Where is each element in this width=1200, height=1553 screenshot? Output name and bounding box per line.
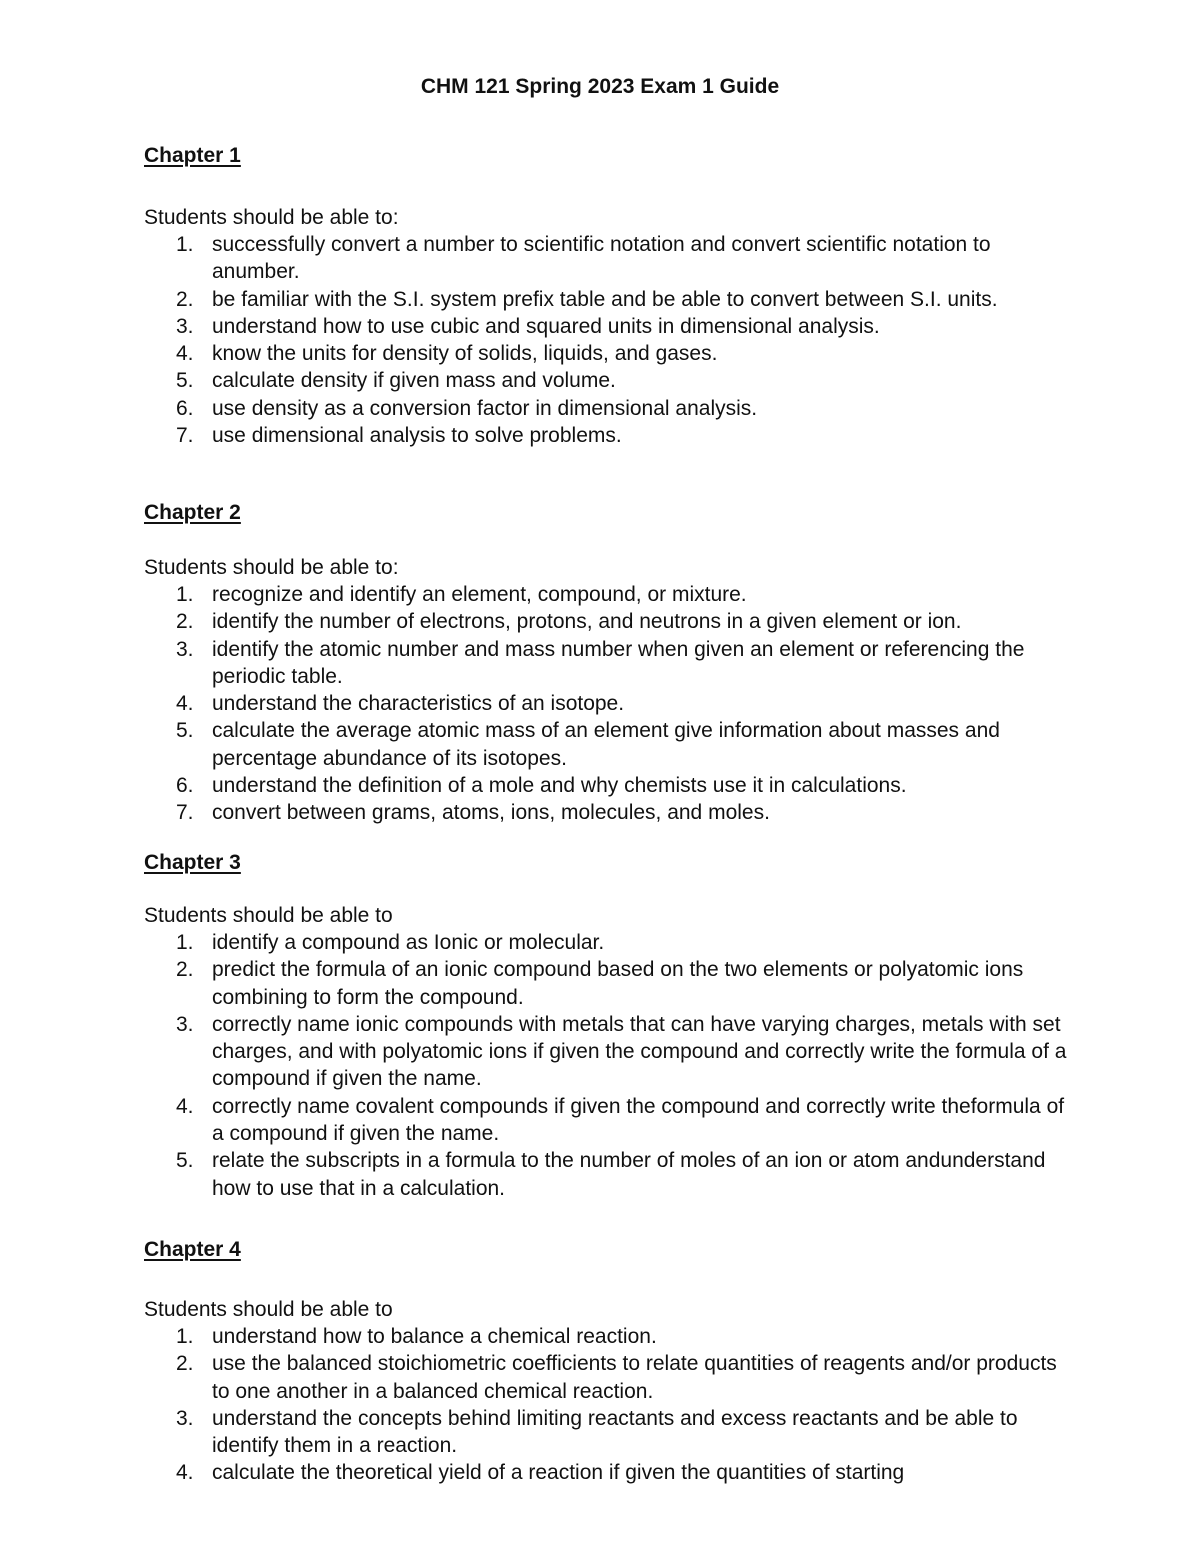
item-number: 3. (176, 314, 194, 338)
list-item (0, 799, 1200, 826)
chapter-1-intro: Students should be able to: (144, 206, 399, 229)
item-text: calculate density if given mass and volume. (212, 369, 616, 393)
item-text: understand the characteristics of an isotope. (212, 692, 625, 716)
item-number: 2. (176, 958, 194, 982)
document-title: CHM 121 Spring 2023 Exam 1 Guide (420, 75, 780, 98)
item-number: 4. (176, 342, 194, 366)
item-text: understand the concepts behind limiting reactants and excess reactants and be able to identify them in a reaction. (212, 1406, 1018, 1458)
list-item (0, 1323, 1200, 1350)
item-number: 3. (176, 637, 194, 661)
item-number: 2. (176, 610, 194, 634)
item-text: use density as a conversion factor in dimensional analysis. (212, 396, 758, 420)
item-text: recognize and identify an element, compound, or mixture. (212, 583, 747, 606)
item-number: 3. (176, 1406, 194, 1430)
item-text: calculate the theoretical yield of a reaction if given the quantities of starting (212, 1461, 905, 1485)
chapter-4-intro: Students should be able to (144, 1298, 393, 1321)
item-text: understand how to balance a chemical reaction. (212, 1325, 657, 1348)
item-text: identify the number of electrons, protons, and neutrons in a given element or ion. (212, 610, 962, 634)
item-text: use the balanced stoichiometric coefficients to relate quantities of reagents and/or products to one another in a balanced chemical reaction. (212, 1352, 1057, 1403)
list-item (0, 1459, 1200, 1486)
list-item (0, 1405, 1200, 1460)
list-item (0, 636, 1200, 691)
item-number: 3. (176, 1012, 194, 1036)
item-number: 6. (176, 396, 194, 420)
list-item (0, 286, 1200, 313)
chapter-4-heading: Chapter 4 (144, 1238, 241, 1261)
item-number: 4. (176, 1094, 194, 1118)
list-item (0, 690, 1200, 717)
list-item (0, 1350, 1200, 1405)
list-item (0, 929, 1200, 956)
list-item (0, 717, 1200, 772)
item-number: 2. (176, 287, 194, 311)
item-text: be familiar with the S.I. system prefix table and be able to convert between S.I. units. (212, 287, 998, 311)
list-item (0, 422, 1200, 449)
item-number: 7. (176, 424, 194, 448)
item-number: 4. (176, 692, 194, 716)
item-text: predict the formula of an ionic compound based on the two elements or polyatomic ions combining to form the compound. (212, 958, 1024, 1009)
item-text: correctly name ionic compounds with metals that can have varying charges, metals with set charges, and with polyatomic ions if given the compound and correctly write the formula of a compound if given the name. (212, 1012, 1067, 1091)
list-item (0, 395, 1200, 422)
list-item (0, 1147, 1200, 1202)
chapter-3-objectives (0, 929, 1200, 1202)
item-number: 7. (176, 801, 194, 825)
list-item (0, 956, 1200, 1011)
list-item (0, 1011, 1200, 1093)
item-number: 5. (176, 1149, 194, 1173)
item-number: 2. (176, 1352, 194, 1376)
item-text: know the units for density of solids, liquids, and gases. (212, 342, 718, 366)
item-text: understand the definition of a mole and why chemists use it in calculations. (212, 774, 907, 798)
chapter-1-objectives (0, 231, 1200, 449)
item-number: 4. (176, 1461, 194, 1485)
chapter-2-objectives (0, 581, 1200, 827)
item-number: 5. (176, 369, 194, 393)
item-number: 1. (176, 583, 194, 606)
chapter-2-heading: Chapter 2 (144, 501, 241, 524)
list-item (0, 1093, 1200, 1148)
item-text: successfully convert a number to scientific notation and convert scientific notation to anumber. (212, 233, 991, 284)
chapter-3-heading: Chapter 3 (144, 851, 241, 874)
list-item (0, 367, 1200, 394)
list-item (0, 313, 1200, 340)
item-number: 1. (176, 1325, 194, 1348)
item-number: 5. (176, 719, 194, 743)
chapter-4-objectives (0, 1323, 1200, 1487)
item-text: understand how to use cubic and squared units in dimensional analysis. (212, 314, 880, 338)
item-number: 1. (176, 931, 194, 954)
item-text: identify a compound as Ionic or molecular. (212, 931, 605, 954)
item-text: relate the subscripts in a formula to the number of moles of an ion or atom andunderstand how to use that in a calculation. (212, 1149, 1046, 1200)
list-item (0, 772, 1200, 799)
item-text: identify the atomic number and mass number when given an element or referencing the periodic table. (212, 637, 1025, 688)
item-text: convert between grams, atoms, ions, molecules, and moles. (212, 801, 770, 825)
chapter-3-intro: Students should be able to (144, 904, 393, 927)
item-text: use dimensional analysis to solve problems. (212, 424, 622, 448)
item-number: 1. (176, 233, 194, 256)
list-item (0, 608, 1200, 635)
list-item (0, 581, 1200, 608)
chapter-1-heading: Chapter 1 (144, 144, 241, 167)
chapter-2-intro: Students should be able to: (144, 556, 399, 579)
item-text: calculate the average atomic mass of an element give information about masses and percentage abundance of its isotopes. (212, 719, 1000, 770)
list-item (0, 231, 1200, 286)
item-text: correctly name covalent compounds if given the compound and correctly write theformula of a compound if given the name. (212, 1094, 1065, 1146)
list-item (0, 340, 1200, 367)
item-number: 6. (176, 774, 194, 798)
